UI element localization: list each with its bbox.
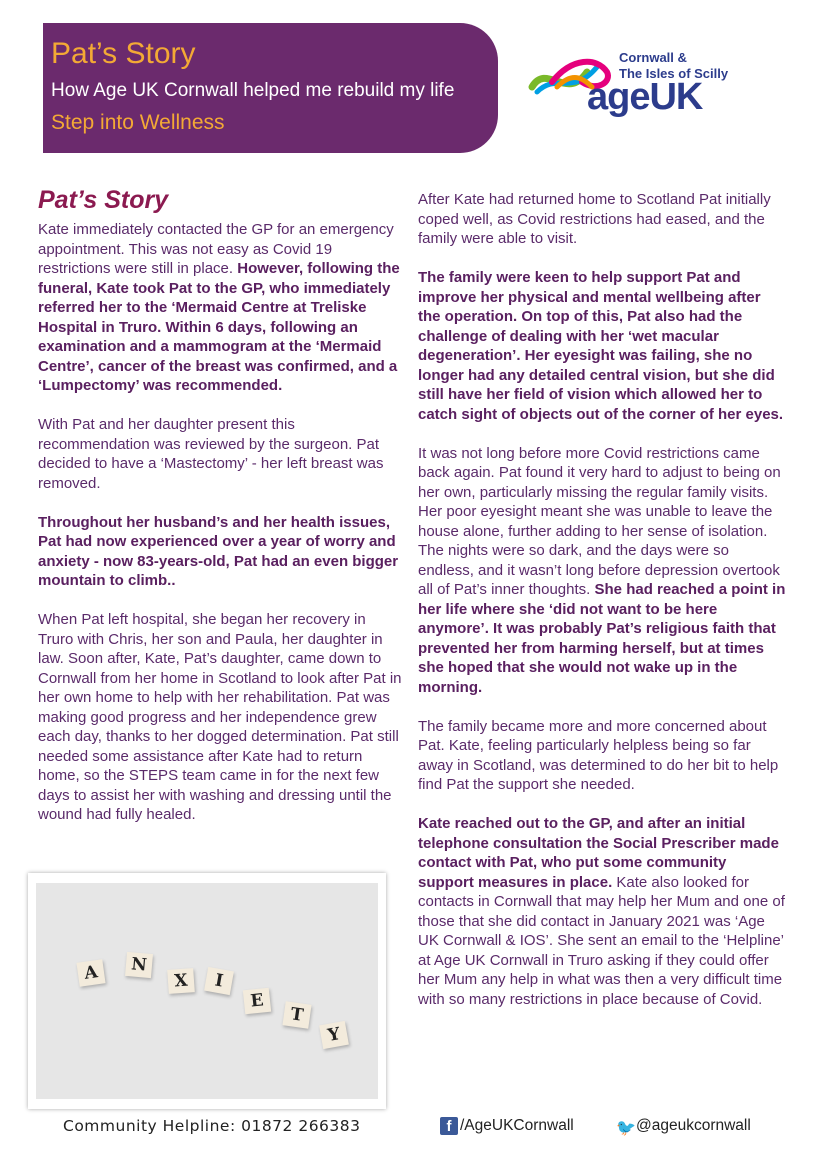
paragraph: When Pat left hospital, she began her recovery in Truro with Chris, her son and Paula, her daughter in law. Soon after, Kate, Pat’s daughter, came down to Cornwall from her home in Scotland to look after Pat in her own home to help with her rehabilitation. Pat was making good progress and her independence grew each day, thanks to her dogged determination. Pat still needed some assistance after Kate had to return home, so the STEPS team came in for the next few days to assist her with washing and dressing until the wound had fully healed. <box>38 611 402 823</box>
letter-tile: N <box>125 952 153 978</box>
letter-tile: T <box>282 1001 311 1028</box>
banner-title: Pat’s Story <box>51 37 196 70</box>
facebook-link[interactable]: /AgeUKCornwall <box>460 1117 574 1134</box>
banner-tagline: Step into Wellness <box>51 111 225 134</box>
twitter-link[interactable]: @ageukcornwall <box>636 1117 751 1134</box>
paragraph: Kate immediately contacted the GP for an emergency appointment. This was not easy as Covid 19 restrictions were still in place. However, following the funeral, Kate took Pat to the GP, who immediately referred her to the ‘Mermaid Centre at Treliske Hospital in Truro. Within 6 days, following an examination and a mammogram at the ‘Mermaid Centre’, cancer of the breast was confirmed, and a ‘Lumpectomy’ was recommended. <box>38 221 400 394</box>
helpline-text: Community Helpline: 01872 266383 <box>63 1117 361 1135</box>
age-uk-logo <box>527 48 737 123</box>
photo-background <box>36 883 378 1099</box>
left-column <box>38 186 403 844</box>
right-column <box>418 190 786 1029</box>
letter-tile: I <box>204 967 234 995</box>
paragraph: The family were keen to help support Pat and improve her physical and mental wellbeing after the operation. On top of this, Pat also had the challenge of dealing with her ‘wet macular degeneration’. Her eyesight was failing, she no longer had any detailed central vision, but she did still have her field of vision which allowed her to catch sight of objects out of the corner of her eyes. <box>418 269 784 423</box>
logo-region: Cornwall & The Isles of Scilly <box>619 50 729 81</box>
letter-tile: A <box>76 959 105 986</box>
paragraph: Throughout her husband’s and her health issues, Pat had now experienced over a year of worry and anxiety - now 83-years-old, Pat had an even bigger mountain to climb.. <box>38 513 399 589</box>
twitter-icon[interactable]: 🐦 <box>616 1120 636 1137</box>
letter-tile: X <box>167 968 195 994</box>
paragraph: The family became more and more concerned about Pat. Kate, feeling particularly helpless being so far away in Scotland, was determined to do her bit to help find Pat the support she needed. <box>418 717 779 793</box>
story-heading: Pat’s Story <box>38 186 169 214</box>
paragraph: It was not long before more Covid restrictions came back again. Pat found it very hard to adjust to being on her own, particularly missing the regular family visits. Her poor eyesight meant she was unable to leave the house alone, further adding to her sense of isolation. The nights were so dark, and the days were so endless, and it wasn’t long before depression overtook all of Pat’s inner thoughts. She had reached a point in her life where she ‘did not want to be here anymore’. It was probably Pat’s religious faith that prevented her from harming herself, but at times she hoped that she would not wake up in the morning. <box>418 444 786 696</box>
facebook-icon[interactable]: f <box>440 1117 458 1135</box>
header-banner <box>43 23 498 153</box>
paragraph: After Kate had returned home to Scotland Pat initially coped well, as Covid restrictions had eased, and the family were able to visit. <box>418 191 771 247</box>
paragraph: Kate reached out to the GP, and after an initial telephone consultation the Social Prescriber made contact with Pat, who put some community support measures in place. Kate also looked for contacts in Cornwall that may help her Mum and one of those that she did contact in January 2021 was ‘Age UK Cornwall & IOS’. She sent an email to the ‘Helpline’ at Age UK Cornwall in Truro asking if they could offer her Mum any help in what was then a very difficult time with so many restrictions in place because of Covid. <box>418 815 785 1008</box>
anxiety-photo <box>28 873 386 1109</box>
banner-subtitle: How Age UK Cornwall helped me rebuild my life <box>51 80 455 101</box>
letter-tile: E <box>243 988 271 1015</box>
paragraph: With Pat and her daughter present this recommendation was reviewed by the surgeon. Pat decided to have a ‘Mastectomy’ - her left breast was removed. <box>38 416 384 492</box>
logo-brand: ageUK <box>587 76 703 118</box>
letter-tile: Y <box>319 1021 349 1049</box>
